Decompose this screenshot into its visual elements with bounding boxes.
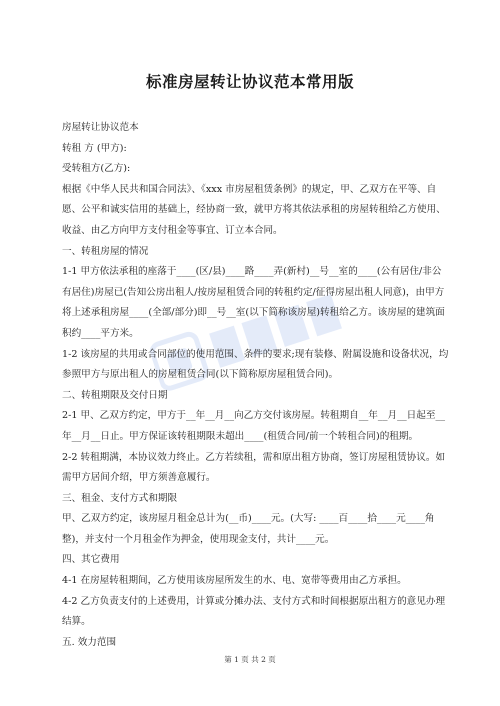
document-title: 标准房屋转让协议范本常用版: [145, 73, 354, 91]
clause-4-1: 4-1 在房屋转租期间，乙方使用该房屋所发生的水、电、宽带等费用由乙方承担。: [62, 575, 407, 587]
page-number: 第 1 页 共 2 页: [224, 655, 276, 664]
paragraph-sublessee: 受转租方(乙方):: [62, 163, 131, 175]
clause-2-2: 2-2 转租期满，本协议效力终止。乙方若续租，需和原出租方协商，签订房屋租赁协议。如需甲方居间介绍，甲方须善意履行。: [62, 451, 446, 484]
clause-1-1: 1-1 甲方依法承租的座落于____(区/县)____路____弄(新村)__号__室的____(公有居住/非公有居住)房屋已(告知公房出租人/按房屋租赁合同的转租约定/征得房屋出租人同意)，由甲方将上述承租房屋____(全部/部分)即__号__室(以下简称该房屋)转租给乙方。该房屋的建筑面积约____平方米。: [62, 266, 445, 339]
section-heading-1: 一、转租房屋的情况: [62, 245, 149, 257]
clause-3: 甲、乙双方约定，该房屋月租金总计为(__币)____元。(大写: ____百____拾____元____角整)，并支付一个月租金作为押金，使用现金支付，共计____元。: [62, 513, 435, 545]
section-heading-4: 四、其它费用: [62, 554, 120, 566]
section-heading-2: 二、转租期限及交付日期: [62, 389, 168, 401]
paragraph-heading: 房屋转让协议范本: [62, 122, 139, 133]
paragraph-preamble: 根据《中华人民共和国合同法》、《xxx 市房屋租赁条例》的规定，甲、乙双方在平等、自愿、公平和诚实信用的基础上，经协商一致，就甲方将其依法承租的房屋转租给乙方使用、收益、由乙方向甲方支付租金等事宜、订立本合同。: [62, 183, 446, 236]
section-heading-5: 五. 效力范围: [62, 636, 117, 648]
clause-2-1: 2-1 甲、乙双方约定，甲方于__年__月__向乙方交付该房屋。转租期自__年__月__日起至__年__月__日止。甲方保证该转租期限未超出____(租赁合同/前一个转租合同)的租期。: [62, 410, 446, 442]
clause-1-2: 1-2 该房屋的共用或合同部位的使用范围、条件的要求;现有装修、附属设施和设备状况，均参照甲方与原出租人的房屋租赁合同(以下简称原房屋租赁合同)。: [62, 348, 449, 381]
clause-4-2: 4-2 乙方负责支付的上述费用，计算或分摊办法、支付方式和时间根据原出租方的意见办理结算。: [62, 595, 446, 628]
section-heading-3: 三、租金、支付方式和期限: [62, 492, 178, 504]
document-body: [62, 118, 450, 653]
paragraph-sublessor: 转租 方 (甲方):: [62, 142, 127, 154]
